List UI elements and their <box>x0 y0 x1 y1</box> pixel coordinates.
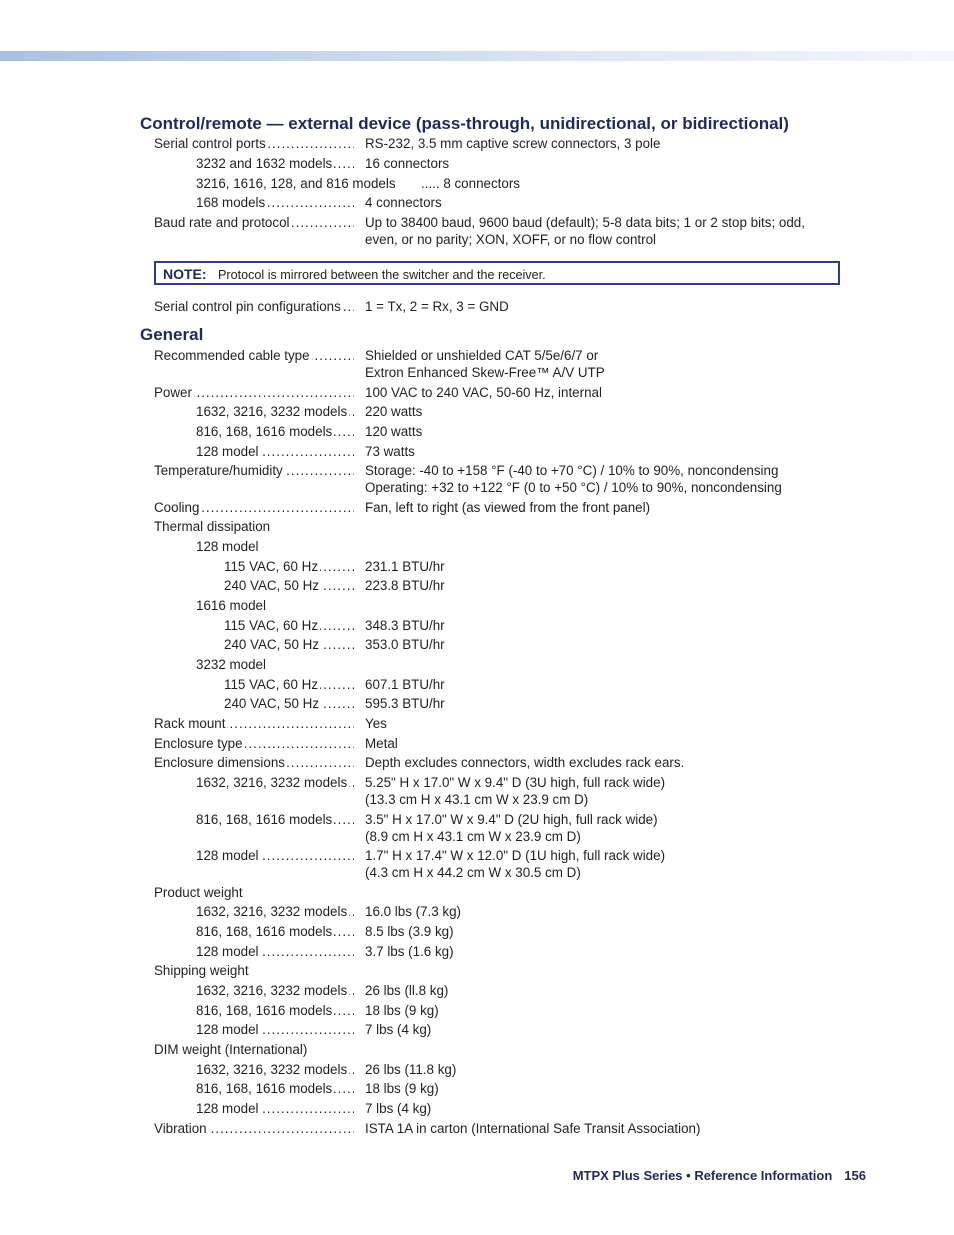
spec-value: 26 lbs (11.8 kg) <box>365 1062 457 1077</box>
spec-label: Serial control ports <box>154 136 266 151</box>
spec-value: 3.7 lbs (1.6 kg) <box>365 944 454 959</box>
spec-value: 595.3 BTU/hr <box>365 696 445 711</box>
spec-label: 1632, 3216, 3232 models <box>196 983 348 998</box>
page-number: 156 <box>844 1168 866 1183</box>
spec-value: RS-232, 3.5 mm captive screw connectors, 3 pole <box>365 136 661 151</box>
spec-value: Shielded or unshielded CAT 5/5e/6/7 or Extron Enhanced Skew-Free™ A/V UTP <box>365 348 605 380</box>
spec-value: 1 = Tx, 2 = Rx, 3 = GND <box>365 299 509 314</box>
section-title-control: Control/remote — external device (pass-through, unidirectional, or bidirectional) <box>140 114 789 133</box>
spec-value: 16 connectors <box>365 156 450 171</box>
spec-value: Storage: -40 to +158 °F (-40 to +70 °C) / 10% to 90%, noncondensing Operating: +32 to +122 °F (0 to +50 °C) / 10% to 90%, noncondensing <box>365 463 782 495</box>
spec-label: 168 models <box>196 195 266 210</box>
spec-label: Temperature/humidity <box>154 463 283 478</box>
spec-label: 115 VAC, 60 Hz <box>224 559 319 574</box>
spec-value: 18 lbs (9 kg) <box>365 1081 439 1096</box>
note-label: NOTE: <box>163 266 207 282</box>
spec-label: 115 VAC, 60 Hz <box>224 677 319 692</box>
spec-value: 348.3 BTU/hr <box>365 618 445 633</box>
spec-value: 73 watts <box>365 444 415 459</box>
spec-value: 3.5" H x 17.0" W x 9.4" D (2U high, full rack wide) (8.9 cm H x 43.1 cm W x 23.9 cm D) <box>365 812 658 844</box>
spec-label: DIM weight (International) <box>154 1042 308 1057</box>
spec-value: 26 lbs (ll.8 kg) <box>365 983 449 998</box>
spec-label: 240 VAC, 50 Hz <box>224 578 320 593</box>
note-box <box>154 261 840 285</box>
spec-label: Recommended cable type <box>154 348 310 363</box>
spec-label: 1616 model <box>196 598 266 613</box>
spec-label: Vibration <box>154 1121 207 1136</box>
spec-label: 128 model <box>196 444 259 459</box>
spec-value: 231.1 BTU/hr <box>365 559 445 574</box>
spec-value: 353.0 BTU/hr <box>365 637 445 652</box>
header-gradient-bar <box>0 51 954 61</box>
spec-label: 240 VAC, 50 Hz <box>224 637 320 652</box>
spec-label: 3232 and 1632 models <box>196 156 333 171</box>
spec-label: Baud rate and protocol <box>154 215 290 230</box>
spec-label: 816, 168, 1616 models <box>196 924 333 939</box>
spec-value: 7 lbs (4 kg) <box>365 1022 432 1037</box>
spec-value: 220 watts <box>365 404 423 419</box>
spec-value: 18 lbs (9 kg) <box>365 1003 439 1018</box>
spec-value: 100 VAC to 240 VAC, 50-60 Hz, internal <box>365 385 602 400</box>
spec-label: Rack mount <box>154 716 226 731</box>
spec-label: Serial control pin configurations <box>154 299 341 314</box>
spec-value: 607.1 BTU/hr <box>365 677 445 692</box>
spec-label: Enclosure type <box>154 736 243 751</box>
spec-label: 1632, 3216, 3232 models <box>196 404 348 419</box>
spec-value: ..... 8 connectors <box>421 176 520 191</box>
spec-label: 128 model <box>196 1101 259 1116</box>
spec-value: 5.25" H x 17.0" W x 9.4" D (3U high, full rack wide) (13.3 cm H x 43.1 cm W x 23.9 cm D) <box>365 775 666 807</box>
spec-label: 128 model <box>196 539 259 554</box>
spec-label: 1632, 3216, 3232 models <box>196 775 348 790</box>
spec-label: 1632, 3216, 3232 models <box>196 1062 348 1077</box>
spec-label: Cooling <box>154 500 200 515</box>
spec-label: Product weight <box>154 885 243 900</box>
spec-label: Shipping weight <box>154 963 249 978</box>
spec-value: Yes <box>365 716 387 731</box>
spec-value: 16.0 lbs (7.3 kg) <box>365 904 462 919</box>
spec-label: 1632, 3216, 3232 models <box>196 904 348 919</box>
note-text: Protocol is mirrored between the switcher and the receiver. <box>218 268 546 282</box>
spec-value: 7 lbs (4 kg) <box>365 1101 432 1116</box>
spec-label: Enclosure dimensions <box>154 755 285 770</box>
spec-value: 120 watts <box>365 424 423 439</box>
page-footer <box>573 1167 866 1185</box>
spec-label: Thermal dissipation <box>154 519 271 534</box>
spec-label: 816, 168, 1616 models <box>196 1081 333 1096</box>
spec-value: Metal <box>365 736 398 751</box>
spec-label: 816, 168, 1616 models <box>196 812 333 827</box>
spec-label: 3216, 1616, 128, and 816 models <box>196 176 396 191</box>
spec-label: 128 model <box>196 848 259 863</box>
spec-value: 1.7" H x 17.4" W x 12.0" D (1U high, full rack wide) (4.3 cm H x 44.2 cm W x 30.5 cm D) <box>365 848 666 880</box>
spec-label: 115 VAC, 60 Hz <box>224 618 319 633</box>
section-title-general: General <box>140 325 204 344</box>
footer-series: MTPX Plus Series • Reference Information <box>572 1168 833 1183</box>
spec-label: Power <box>154 385 192 400</box>
spec-label: 816, 168, 1616 models <box>196 1003 333 1018</box>
spec-value: 4 connectors <box>365 195 442 210</box>
spec-label: 240 VAC, 50 Hz <box>224 696 320 711</box>
spec-value: 223.8 BTU/hr <box>365 578 445 593</box>
spec-label: 128 model <box>196 944 259 959</box>
spec-value: 8.5 lbs (3.9 kg) <box>365 924 454 939</box>
spec-value: Depth excludes connectors, width excludes rack ears. <box>365 755 685 770</box>
spec-label: 128 model <box>196 1022 259 1037</box>
spec-label: 816, 168, 1616 models <box>196 424 333 439</box>
spec-value: Fan, left to right (as viewed from the front panel) <box>365 500 651 515</box>
spec-label: 3232 model <box>196 657 266 672</box>
spec-value: ISTA 1A in carton (International Safe Transit Association) <box>365 1121 701 1136</box>
spec-value: Up to 38400 baud, 9600 baud (default); 5-8 data bits; 1 or 2 stop bits; odd, even, or no parity; XON, XOFF, or no flow control <box>365 215 805 247</box>
